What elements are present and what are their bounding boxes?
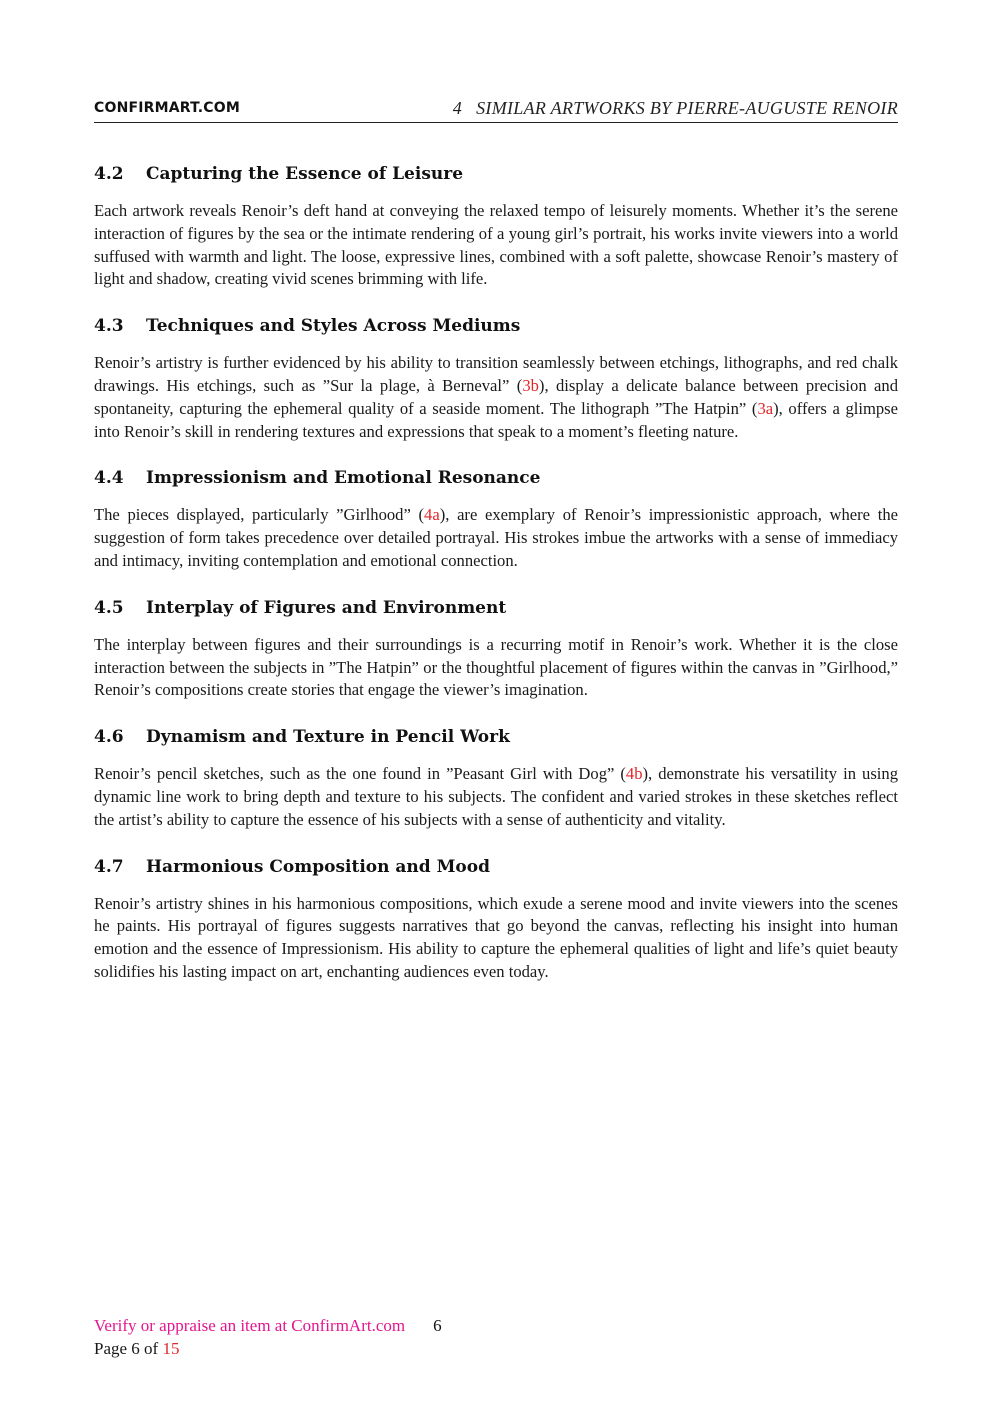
section-heading: [94, 853, 898, 881]
section-number: 4.4: [94, 468, 124, 489]
chapter-heading: [453, 98, 898, 119]
paragraph-text: ), display a delicate balance between precision and spontaneity, capturing the ephemeral quality of a seaside moment. The lithograph ”The Hatpin” (: [94, 375, 898, 418]
section-heading: [94, 312, 898, 340]
section-heading: [94, 594, 898, 622]
paragraph-text: Renoir’s artistry is further evidenced by his ability to transition seamlessly between etchings, lithographs, and red chalk drawings. His etchings, such as ”Sur la plage, à Berneval” (: [94, 353, 898, 395]
total-pages-link[interactable]: 15: [162, 1339, 180, 1358]
section-4-2: [94, 160, 898, 291]
section-title: Interplay of Figures and Environment: [146, 597, 507, 618]
section-number: 4.7: [94, 856, 124, 877]
chapter-title: SIMILAR ARTWORKS BY PIERRE-AUGUSTE RENOIR: [476, 98, 898, 118]
section-title: Capturing the Essence of Leisure: [146, 164, 464, 184]
main-content: [94, 160, 898, 1005]
section-heading: [94, 160, 898, 188]
figure-link-4a[interactable]: 4a: [424, 505, 440, 525]
section-heading: [94, 464, 898, 492]
section-number: 4.2: [94, 164, 124, 184]
page-number: 6: [433, 1316, 442, 1335]
section-title: Dynamism and Texture in Pencil Work: [146, 727, 510, 748]
paragraph-text: ), demonstrate his versatility in using dynamic line work to bring depth and texture to his subjects. The confident and varied strokes in these sketches reflect the artist’s ability to capture the essence of his subjects with a sense of authenticity and vitality.: [94, 764, 898, 829]
paragraph-text: Renoir’s pencil sketches, such as the one found in ”Peasant Girl with Dog” (: [94, 764, 626, 784]
paragraph-text: The pieces displayed, particularly ”Girlhood” (: [94, 505, 425, 525]
confirmart-promo-link[interactable]: Verify or appraise an item at ConfirmArt.com: [94, 1316, 406, 1335]
figure-link-3b[interactable]: 3b: [522, 375, 539, 395]
section-number: 4.3: [94, 316, 124, 337]
section-number: 4.6: [94, 727, 124, 748]
footer-line-1: [94, 1314, 442, 1337]
section-4-3: [94, 312, 898, 443]
section-4-4: [94, 464, 898, 572]
section-paragraph: The interplay between figures and their surroundings is a recurring motif in Renoir’s work. Whether it is the close interaction between the subjects in ”The Hatpin” or the thoughtful placement of figures within the canvas in ”Girlhood,” Renoir’s compositions create stories that engage the viewer’s imagination.: [94, 634, 898, 700]
section-number: 4.5: [94, 597, 124, 618]
section-paragraph: Renoir’s artistry shines in his harmonious compositions, which exude a serene mood and invite viewers into the scenes he paints. His portrayal of figures suggests narratives that go beyond the canvas, reflecting his insight into human emotion and the essence of Impressionism. His ability to capture the ephemeral qualities of light and life’s quiet beauty solidifies his lasting impact on art, enchanting audiences even today.: [94, 893, 898, 981]
section-paragraph: [94, 504, 898, 572]
section-paragraph: [94, 763, 898, 831]
figure-link-4b[interactable]: 4b: [625, 764, 643, 784]
page-footer: [94, 1314, 442, 1360]
page-count-label: Page 6 of: [94, 1339, 163, 1358]
paragraph-text: ), are exemplary of Renoir’s impressionistic approach, where the suggestion of form takes precedence over detailed portrayal. His strokes imbue the artworks with a sense of immediacy and intimacy, inviting contemplation and emotional connection.: [94, 505, 898, 570]
footer-line-2: [94, 1337, 442, 1360]
section-heading: [94, 723, 898, 751]
confirmart-logo: CONFIRMART.COM: [94, 100, 241, 116]
section-title: Techniques and Styles Across Mediums: [146, 316, 521, 337]
section-4-5: [94, 594, 898, 702]
paragraph-text: ), offers a glimpse into Renoir’s skill in rendering textures and expressions that speak to a moment’s fleeting nature.: [94, 398, 898, 441]
running-header: [94, 98, 898, 123]
section-4-6: [94, 723, 898, 831]
figure-link-3a[interactable]: 3a: [757, 398, 774, 418]
section-title: Impressionism and Emotional Resonance: [146, 468, 541, 489]
section-4-7: [94, 853, 898, 984]
chapter-number: 4: [452, 98, 463, 118]
section-paragraph: Each artwork reveals Renoir’s deft hand at conveying the relaxed tempo of leisurely moments. Whether it’s the serene interaction of figures by the sea or the intimate rendering of a young girl’s portrait, his works invite viewers into a world suffused with warmth and light. The loose, expressive lines, combined with a soft palette, showcase Renoir’s mastery of light and shadow, creating vivid scenes brimming with life.: [94, 201, 898, 289]
section-title: Harmonious Composition and Mood: [146, 856, 490, 877]
section-paragraph: [94, 352, 898, 443]
